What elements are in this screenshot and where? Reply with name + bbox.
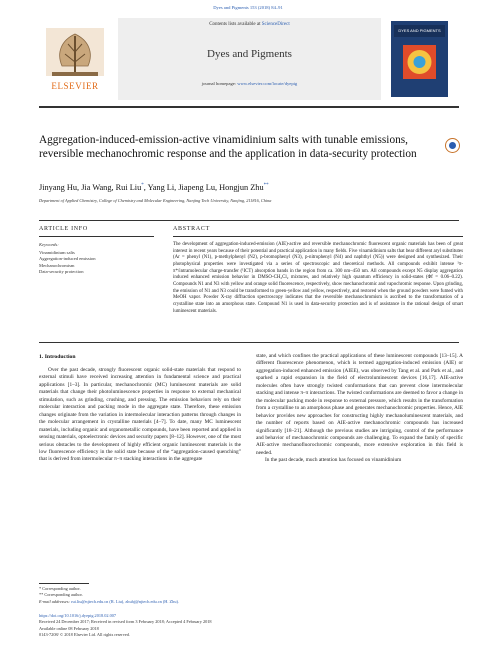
article-info-underline: [39, 236, 154, 237]
masthead-banner: [118, 18, 381, 100]
author-name[interactable]: Jinyang Hu: [39, 183, 78, 192]
email-addresses[interactable]: rui.liu@njtech.edu.cn (R. Liu), zhuhj@njtech.edu.cn (H. Zhu).: [71, 598, 179, 604]
footnote-rule: [39, 583, 89, 584]
footnotes: [39, 586, 459, 605]
check-for-updates-icon[interactable]: [445, 138, 460, 153]
masthead-rule: [39, 106, 459, 108]
contents-line: [118, 22, 381, 27]
section-heading-introduction: 1. Introduction: [39, 354, 76, 360]
sciencedirect-link[interactable]: ScienceDirect: [261, 22, 290, 27]
author-name[interactable]: Hongjun Zhu: [219, 183, 264, 192]
paragraph: Over the past decade, strongly fluorescent organic solid-state materials that respond to external stimuli have received increasing attention in fundamental science and practical applications [1–3]. In particular, mechanochromic (MC) luminescent materials are solid materials that change their photoluminescence properties in response to external mechanical stimulation, such as grinding, crushing, and pressing. The emission behaviors rely on their molecular interaction and packing mode in the aggregate state. Therefore, these emission changes originate from the variation in intermolecular interaction patterns through changes in the molecular arrangement in crystalline materials [4–7]. To date, many MC luminescent materials, including organic and organometallic compounds, have been reported and applied in sensing materials, optoelectronic devices and security papers [8–12]. However, one of the most serious obstacles to the development of highly efficient organic luminescent materials is the low fluorescence efficiency in the solid state because of the “aggregation-caused quenching” that is derived from intermolecular π–π stacking interactions in the aggregate: [39, 367, 241, 463]
abstract-end-rule: [39, 342, 459, 343]
info-rule: [39, 220, 459, 221]
body-column-left: [39, 367, 241, 464]
email-label: E-mail addresses:: [39, 598, 70, 604]
body-column-right: [256, 353, 463, 465]
article-info-heading: ARTICLE INFO: [39, 226, 88, 232]
contents-prefix: Contents lists available at: [209, 22, 261, 27]
keyword-item: Vinamidinium salts: [39, 250, 75, 255]
author-name[interactable]: Jia Wang: [81, 183, 112, 192]
footnote-emails: [39, 599, 459, 605]
journal-name: Dyes and Pigments: [207, 48, 292, 60]
keywords-label: Keywords:: [39, 242, 59, 247]
affiliation: Department of Applied Chemistry, College of Chemistry and Molecular Engineering, Nanjing Tech University, Nanjing, 211816, China: [39, 198, 272, 203]
author-list: Jinyang Hu, Jia Wang, Rui Liu*, Yang Li, Jiapeng Lu, Hongjun Zhu**: [39, 183, 269, 192]
footnote-2: ** Corresponding author.: [39, 592, 83, 598]
article-title: Aggregation-induced-emission-active vinamidinium salts with tunable emissions, reversible mechanochromic response and the application in data-security protection: [39, 134, 417, 160]
corresponding-mark[interactable]: *: [141, 183, 144, 189]
author-name[interactable]: Yang Li: [147, 183, 175, 192]
keyword-item: Data-security protection: [39, 268, 84, 274]
keywords-list: [39, 250, 96, 275]
running-head: Dyes and Pigments 153 (2018) 84–91: [213, 5, 283, 10]
abstract-text: The development of aggregation-induced-emission (AIE)-active and reversible mechanochromic fluorescent organic materials has been of great interest in recent years because of their potential and practical application in many fields. Five vinamidinium salts that bear different aryl substitutes (Ar = phenyl (N1), p-methylphenyl (N2), p-bromophenyl (N3), p-nitrophenyl (N4) and naphthyl (N5)) were designed and synthesized. Their photophysical properties were investigated via a series of spectroscopic and theoretical methods. All compounds exhibit intense ¹π-π*/intramolecular charge-transfer (¹ICT) absorption bands in the region from ca. 300 nm–450 nm. All compounds except N5 display aggregation induced enhanced emission behavior in DMSO-CH₂Cl₂ mixtures, and relatively high quantum efficiency in solid-states (Φf = 0.06–0.22). Compounds N1 and N3 with yellow and orange solid fluorescence, respectively, show mechanochromic and vapochromic response. Upon grinding, the emission of N1 and N3 could be transformed to green-yellow and yellow, respectively, and restored when the ground powders were fumed with MeOH vapor. Powder X-ray diffraction spectroscopy indicates that the reversible mechanochromism is ascribed to the transformation of a crystalline state into an amorphous state. Compound N1 is used in data-security protection and is of assistance in the rational design of smart luminescent materials.: [173, 242, 463, 314]
homepage-prefix: journal homepage:: [201, 81, 237, 86]
masthead: [40, 18, 456, 100]
keyword-item: Aggregation-induced emission: [39, 256, 96, 262]
elsevier-wordmark: ELSEVIER: [51, 81, 99, 91]
abstract-underline: [173, 236, 463, 237]
doi-link[interactable]: https://doi.org/10.1016/j.dyepig.2018.02.007: [39, 613, 117, 618]
journal-cover-image: [391, 21, 448, 97]
author-name[interactable]: Rui Liu: [115, 183, 142, 192]
publication-info: [39, 613, 459, 638]
copyright: 0143-7208/ © 2018 Elsevier Ltd. All rights reserved.: [39, 631, 130, 637]
elsevier-logo: [40, 22, 110, 96]
corresponding-mark[interactable]: **: [263, 183, 269, 189]
available-online: Available online 08 February 2018: [39, 625, 99, 631]
journal-homepage: [118, 81, 381, 86]
paragraph: state, and which confines the practical applications of these luminescent compounds [13–15]. A different fluorescence phenomenon, which is termed aggregation-induced emission (AIE) or aggregation-induced enhanced emission (AIEE), was observed by Tang et al. and Park et al., and sparked a rapid expansion in the field of electroluminescent devices [16,17]. AIE-active molecules often have strongly twisted conformations that can prevent close intermolecular stacking and intense π–π interactions. The twisted conformations are deemed to favor a change in the molecular packing mode in response to external pressure, which results in the transformation from a crystalline to an amorphous phase and generates mechanochromic properties. Hence, AIE behavior provides new approaches for constructing highly mechanoluminescent materials, and the number of reports based on AIE-active mechanochromic compounds has increased significantly [18–21]. Although the previous studies are intriguing, control of the performance and behavior of mechanochromic compounds are challenging. To expand the family of specific AIE-active mechanofluorochromic compounds, more extensive exploration in this field is needed.: [256, 353, 463, 456]
homepage-link[interactable]: www.elsevier.com/locate/dyepig: [237, 81, 298, 86]
abstract-heading: ABSTRACT: [173, 226, 210, 232]
author-name[interactable]: Jiapeng Lu: [178, 183, 215, 192]
footnote-1: * Corresponding author.: [39, 586, 81, 591]
received-dates: Received 24 December 2017; Received in revised form 3 February 2018; Accepted 4 February 2018: [39, 619, 212, 625]
cover-title: DYES AND PIGMENTS: [398, 28, 441, 33]
paragraph: In the past decade, much attention has focused on vinamidinium: [265, 457, 402, 464]
keyword-item: Mechanochromism: [39, 262, 75, 268]
